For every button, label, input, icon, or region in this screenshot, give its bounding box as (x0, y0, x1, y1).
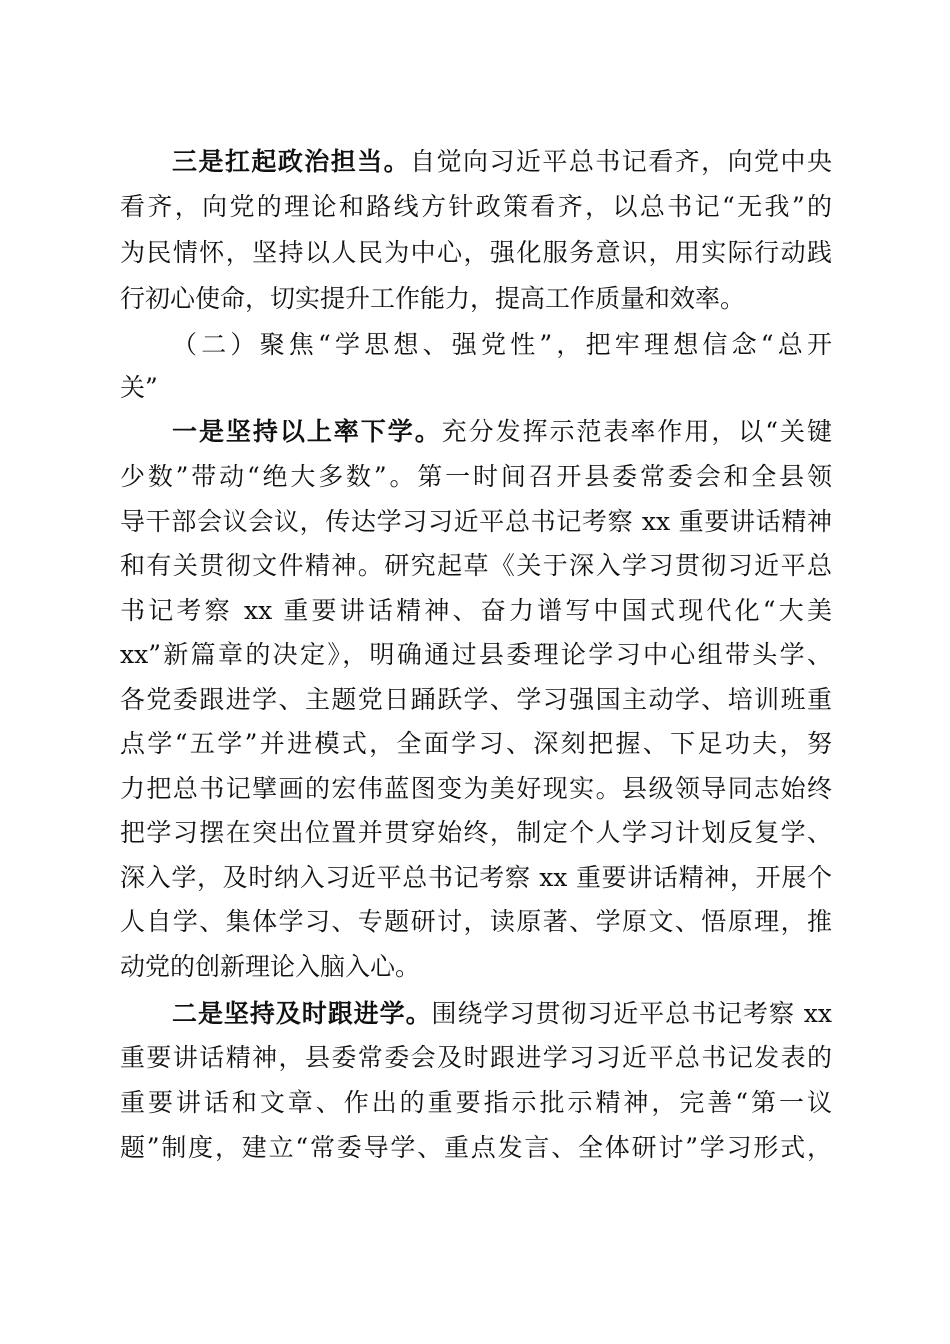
paragraph-3-line-11: 深入学，及时纳入习近平总书记考察 xx 重要讲话精神，开展个 (120, 863, 832, 892)
section-heading-line-2: 关” (120, 373, 158, 402)
paragraph-1-line-1 (172, 142, 832, 182)
paragraph-3-line-4: 和有关贯彻文件精神。研究起草《关于深入学习贯彻习近平总 (120, 551, 832, 580)
paragraph-3-line-6: xx”新篇章的决定》，明确通过县委理论学习中心组带头学、 (120, 640, 832, 669)
paragraph-3-line-2: 少数”带动“绝大多数”。第一时间召开县委常委会和全县领 (120, 462, 832, 491)
paragraph-3-line-3: 导干部会议会议，传达学习习近平总书记考察 xx 重要讲话精神 (120, 507, 832, 536)
paragraph-4-line-4: 题”制度，建立“常委导学、重点发言、全体研讨”学习形式， (120, 1133, 832, 1162)
paragraph-1-line-3: 为民情怀，坚持以人民为中心，强化服务意识，用实际行动践 (120, 238, 832, 267)
paragraph-1-line-1-text: 自觉向习近平总书记看齐， (410, 147, 728, 176)
paragraph-3-line-9: 力把总书记擘画的宏伟蓝图变为美好现实。县级领导同志始终 (120, 774, 832, 803)
paragraph-3-line-1 (172, 412, 832, 452)
paragraph-4-line-1-text: 围绕学习贯彻习近平总书记考察 xx (431, 999, 832, 1028)
paragraph-4-line-3: 重要讲话和文章、作出的重要指示批示精神，完善“第一议 (120, 1088, 832, 1117)
paragraph-1-line-4: 行初心使命，切实提升工作能力，提高工作质量和效率。 (120, 284, 746, 313)
paragraph-3-line-8: 点学“五学”并进模式，全面学习、深刻把握、下足功夫，努 (120, 729, 832, 758)
section-heading-line-1: （二）聚焦“学思想、强党性”，把牢理想信念“总开 (172, 330, 832, 359)
paragraph-3-line-10: 把学习摆在突出位置并贯穿始终，制定个人学习计划反复学、 (120, 818, 832, 847)
paragraph-1-line-1-tail: 向党中央 (727, 147, 832, 176)
paragraph-3-line-7: 各党委跟进学、主题党日踊跃学、学习强国主动学、培训班重 (120, 685, 832, 714)
paragraph-3-line-1-text: 充分发挥示范表率作用，以“关键 (441, 417, 832, 446)
paragraph-4-line-1 (172, 994, 832, 1034)
paragraph-3-lead: 一是坚持以上率下学。 (172, 417, 442, 446)
paragraph-4-line-2: 重要讲话精神，县委常委会及时跟进学习习近平总书记发表的 (120, 1043, 832, 1072)
paragraph-3-line-5: 书记考察 xx 重要讲话精神、奋力谱写中国式现代化“大美 (120, 596, 832, 625)
paragraph-1-lead: 三是扛起政治担当。 (172, 147, 411, 176)
paragraph-3-line-13: 动党的创新理论入脑入心。 (120, 952, 421, 981)
paragraph-4-lead: 二是坚持及时跟进学。 (172, 999, 432, 1028)
paragraph-3-line-12: 人自学、集体学习、专题研讨，读原著、学原文、悟原理，推 (120, 907, 832, 936)
paragraph-1-line-2: 看齐，向党的理论和路线方针政策看齐，以总书记“无我”的 (120, 192, 832, 221)
